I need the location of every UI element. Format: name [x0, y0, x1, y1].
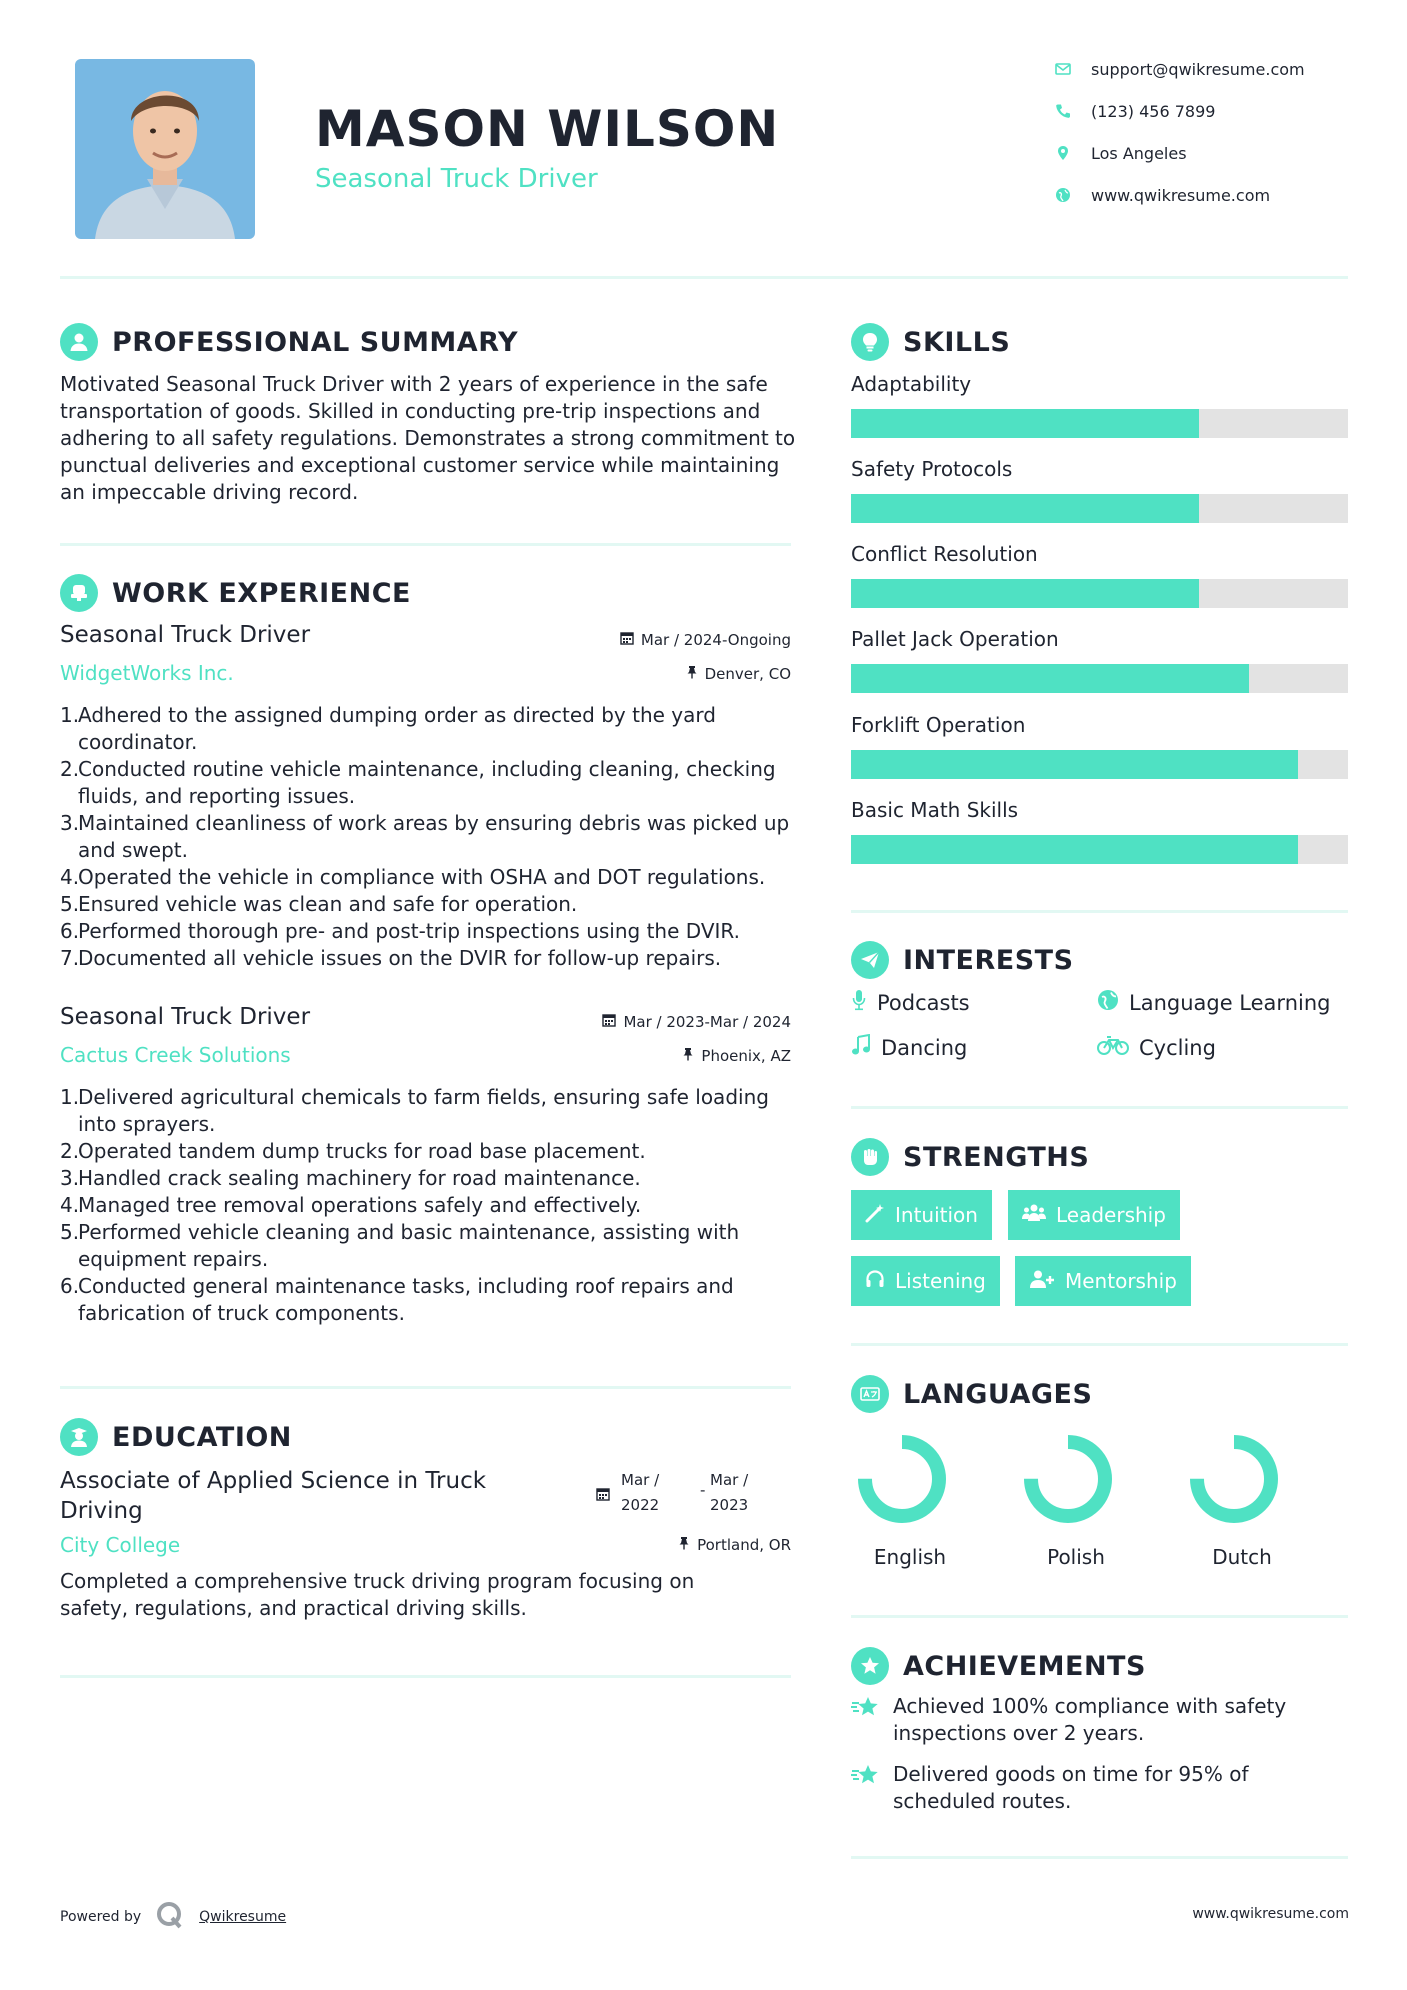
headphones-icon — [865, 1269, 885, 1294]
list-item: 3. Handled crack sealing machinery for road maintenance. — [60, 1166, 641, 1190]
skill-label: Forklift Operation — [851, 713, 1026, 737]
skill-label: Pallet Jack Operation — [851, 627, 1059, 651]
summary-heading — [60, 323, 518, 361]
lightbulb-icon — [851, 323, 889, 361]
microphone-icon — [851, 989, 867, 1016]
list-item: 4. Operated the vehicle in compliance with OSHA and DOT regulations. — [60, 865, 766, 889]
list-item: 4. Managed tree removal operations safely and effectively. — [60, 1193, 642, 1217]
powered-by-text: Powered by — [60, 1909, 142, 1925]
interests-divider — [851, 1106, 1348, 1109]
education-location — [678, 1536, 791, 1554]
summary-text: Motivated Seasonal Truck Driver with 2 years of experience in the safe transportation of goods. Skilled in conducting pre-trip inspections and adhering to all safety regulations. Demonstrates a strong commitment to punctual deliveries and exceptional customer service while maintaining an impeccable driving record. — [60, 372, 796, 504]
fist-icon — [851, 1138, 889, 1176]
globe-icon — [1055, 187, 1071, 203]
skills-heading — [851, 323, 1010, 361]
achievement-item — [851, 1693, 1331, 1747]
interest-item — [1097, 1034, 1216, 1061]
language-ring — [852, 1429, 952, 1529]
list-item: 3. Maintained cleanliness of work areas by ensuring debris was picked up and swept. — [60, 811, 790, 862]
interest-label: Language Learning — [1129, 990, 1331, 1015]
map-pin-icon — [1055, 145, 1071, 161]
skill-bar — [851, 409, 1348, 438]
translate-icon — [851, 1375, 889, 1413]
skills-heading-text: SKILLS — [903, 326, 1011, 358]
language-label: English — [873, 1545, 947, 1569]
footer-branding — [60, 1900, 286, 1934]
list-item: 2. Operated tandem dump trucks for road base placement. — [60, 1139, 646, 1163]
qwikresume-logo-icon — [155, 1900, 185, 1934]
contact-phone[interactable] — [1055, 99, 1215, 123]
achievement-item — [851, 1761, 1331, 1815]
achievements-heading — [851, 1647, 1146, 1685]
summary-heading-text: PROFESSIONAL SUMMARY — [112, 326, 519, 358]
header-divider — [60, 276, 1348, 279]
strengths-heading — [851, 1138, 1089, 1176]
skill-bar — [851, 835, 1348, 864]
contact-location — [1055, 141, 1187, 165]
user-plus-icon — [1029, 1269, 1055, 1294]
skill-label: Basic Math Skills — [851, 798, 1019, 822]
pushpin-icon — [686, 665, 698, 683]
website-text: www.qwikresume.com — [1091, 185, 1271, 205]
candidate-title: Seasonal Truck Driver — [315, 164, 598, 194]
skill-label: Conflict Resolution — [851, 542, 1038, 566]
job-location — [682, 1047, 791, 1065]
envelope-icon — [1055, 61, 1071, 77]
skill-label: Adaptability — [851, 372, 972, 396]
education-location-text: Portland, OR — [697, 1536, 791, 1554]
job-dates — [620, 631, 791, 649]
list-item: 1. Delivered agricultural chemicals to farm fields, ensuring safe loading into sprayers. — [60, 1085, 769, 1136]
star-icon — [851, 1763, 883, 1815]
job-title: Seasonal Truck Driver — [60, 1004, 311, 1030]
education-heading-text: EDUCATION — [112, 1421, 292, 1453]
experience-heading — [60, 574, 411, 612]
job-bullets — [60, 1084, 800, 1327]
candidate-name: MASON WILSON — [315, 100, 780, 158]
brand-link[interactable]: Qwikresume — [199, 1909, 287, 1925]
languages-divider — [851, 1615, 1348, 1618]
star-icon — [851, 1695, 883, 1747]
magic-wand-icon — [865, 1203, 885, 1228]
phone-icon — [1055, 103, 1071, 119]
job-location — [686, 665, 791, 683]
graduate-icon — [60, 1418, 98, 1456]
education-heading — [60, 1418, 292, 1456]
globe-icon — [1097, 989, 1119, 1016]
skills-divider — [851, 910, 1348, 913]
calendar-icon — [602, 1013, 616, 1031]
contact-email[interactable] — [1055, 57, 1305, 81]
calendar-icon — [620, 631, 634, 649]
skill-label: Safety Protocols — [851, 457, 1013, 481]
location-text: Los Angeles — [1091, 143, 1187, 163]
interest-item — [851, 1034, 967, 1061]
job-location-text: Denver, CO — [704, 665, 791, 683]
degree-title: Associate of Applied Science in Truck Driving — [60, 1468, 487, 1524]
skill-bar — [851, 494, 1348, 523]
list-item: 6. Performed thorough pre- and post-trip inspections using the DVIR. — [60, 919, 740, 943]
skill-bar — [851, 750, 1348, 779]
job-title: Seasonal Truck Driver — [60, 622, 311, 648]
education-date-dash: - — [700, 1481, 706, 1499]
school-name: City College — [60, 1533, 181, 1557]
job-company: WidgetWorks Inc. — [60, 661, 234, 685]
job-dates-text: Mar / 2024-Ongoing — [640, 631, 791, 649]
briefcase-icon — [60, 574, 98, 612]
education-divider — [60, 1675, 791, 1678]
languages-heading-text: LANGUAGES — [903, 1378, 1093, 1410]
contact-website[interactable] — [1055, 183, 1270, 207]
interests-heading-text: INTERESTS — [903, 944, 1074, 976]
skill-bar-fill — [851, 750, 1298, 779]
users-icon — [1022, 1203, 1046, 1228]
achievements-divider — [851, 1856, 1348, 1859]
list-item: 6. Conducted general maintenance tasks, including roof repairs and fabrication of truck components. — [60, 1274, 734, 1325]
job-dates-text: Mar / 2023-Mar / 2024 — [623, 1013, 791, 1031]
job-company: Cactus Creek Solutions — [60, 1043, 291, 1067]
language-label: Polish — [1047, 1545, 1105, 1569]
list-item: 2. Conducted routine vehicle maintenance, including cleaning, checking fluids, and reporting issues. — [60, 757, 776, 808]
experience-divider — [60, 1386, 791, 1389]
email-text: support@qwikresume.com — [1091, 59, 1305, 79]
pushpin-icon — [682, 1047, 694, 1065]
user-icon — [60, 323, 98, 361]
language-ring — [1018, 1429, 1118, 1529]
strength-label: Intuition — [895, 1203, 978, 1227]
skill-bar-fill — [851, 835, 1298, 864]
strength-chip — [851, 1190, 992, 1240]
achievements-heading-text: ACHIEVEMENTS — [903, 1650, 1146, 1682]
language-ring — [1184, 1429, 1284, 1529]
education-end-year: 2023 — [710, 1496, 749, 1514]
interest-item — [1097, 989, 1330, 1016]
music-note-icon — [851, 1034, 871, 1061]
interest-label: Podcasts — [877, 990, 970, 1015]
star-badge-icon — [851, 1647, 889, 1685]
interest-label: Dancing — [881, 1035, 968, 1060]
list-item: 7. Documented all vehicle issues on the DVIR for follow-up repairs. — [60, 946, 722, 970]
job-bullets — [60, 702, 800, 972]
language-label: Dutch — [1212, 1545, 1272, 1569]
languages-heading — [851, 1375, 1092, 1413]
list-item: 5. Ensured vehicle was clean and safe for operation. — [60, 892, 578, 916]
strength-label: Listening — [895, 1269, 986, 1293]
skill-bar-fill — [851, 664, 1249, 693]
strength-label: Mentorship — [1065, 1269, 1177, 1293]
list-item: 5. Performed vehicle cleaning and basic maintenance, assisting with equipment repairs. — [60, 1220, 740, 1271]
interest-item — [851, 989, 970, 1016]
skill-bar — [851, 579, 1348, 608]
interests-heading — [851, 941, 1074, 979]
phone-text: (123) 456 7899 — [1091, 101, 1216, 121]
list-item: 1. Adhered to the assigned dumping order as directed by the yard coordinator. — [60, 703, 716, 754]
strengths-divider — [851, 1343, 1348, 1346]
job-location-text: Phoenix, AZ — [701, 1047, 791, 1065]
education-description: Completed a comprehensive truck driving program focusing on safety, regulations, and practical driving skills. — [60, 1569, 695, 1620]
strength-chip — [1015, 1256, 1191, 1306]
skill-bar-fill — [851, 579, 1199, 608]
profile-photo — [75, 59, 255, 239]
job-dates — [602, 1013, 791, 1031]
calendar-icon — [596, 1484, 610, 1509]
strength-label: Leadership — [1056, 1203, 1166, 1227]
paper-plane-icon — [851, 941, 889, 979]
experience-heading-text: WORK EXPERIENCE — [112, 577, 411, 609]
achievement-text: Delivered goods on time for 95% of scheduled routes. — [893, 1762, 1249, 1813]
education-start-year: 2022 — [621, 1496, 660, 1514]
bicycle-icon — [1097, 1034, 1129, 1061]
strengths-heading-text: STRENGTHS — [903, 1141, 1090, 1173]
strength-chip — [1008, 1190, 1180, 1240]
education-end-month: Mar / — [710, 1471, 749, 1489]
pushpin-icon — [678, 1536, 690, 1554]
achievement-text: Achieved 100% compliance with safety inspections over 2 years. — [893, 1694, 1287, 1745]
skill-bar-fill — [851, 409, 1199, 438]
skill-bar-fill — [851, 494, 1199, 523]
skill-bar — [851, 664, 1348, 693]
education-start-month: Mar / — [621, 1471, 660, 1489]
summary-divider — [60, 543, 791, 546]
footer-website[interactable]: www.qwikresume.com — [1192, 1906, 1349, 1922]
strength-chip — [851, 1256, 1000, 1306]
interest-label: Cycling — [1139, 1035, 1216, 1060]
